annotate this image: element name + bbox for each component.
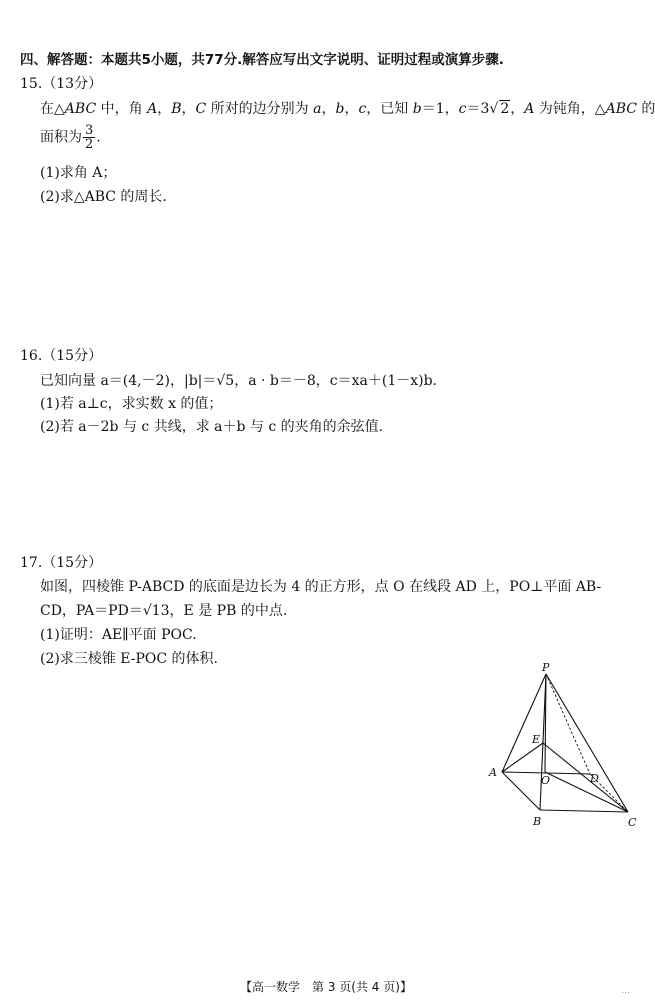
q17-part2: (2)求三棱锥 E-POC 的体积.	[40, 651, 219, 667]
pyramid-figure	[480, 662, 640, 832]
corner-mark: ...	[621, 986, 630, 996]
q15-line1: 在△ABC 中，角 A，B，C 所对的边分别为 a，b，c，已知 b＝1，c＝3√ 2，A 为钝角，△ABC 的	[40, 101, 655, 117]
edge-PD-dashed	[546, 674, 590, 774]
label-D: D	[590, 772, 599, 785]
label-B: B	[533, 815, 542, 828]
label-O: O	[541, 774, 551, 787]
q17-part1: (1)证明：AE∥平面 POC.	[40, 627, 197, 643]
q16-line1: 已知向量 a＝(4,－2)，|b|＝√5，a · b＝－8，c＝xa＋(1－x)b.	[40, 373, 437, 389]
edge-AB	[502, 772, 540, 810]
edge-PC	[546, 674, 628, 812]
q15-header: 15.（13分）	[20, 76, 103, 92]
q17-header: 17.（15分）	[20, 555, 103, 571]
edge-PA	[502, 674, 546, 772]
label-A: A	[489, 766, 497, 779]
q16-header: 16.（15分）	[20, 348, 103, 364]
q16-part1: (1)若 a⊥c，求实数 x 的值；	[40, 396, 223, 412]
edge-BC	[540, 810, 628, 812]
label-P: P	[542, 661, 550, 674]
q15-part2: (2)求△ABC 的周长.	[40, 189, 167, 205]
q17-line1: 如图，四棱锥 P-ABCD 的底面是边长为 4 的正方形，点 O 在线段 AD 上，PO⊥平面 AB-	[40, 579, 602, 595]
q16-part2: (2)若 a－2b 与 c 共线，求 a＋b 与 c 的夹角的余弦值.	[40, 419, 384, 435]
q15-line2: 面积为 $\frac{3}{2}$ .	[40, 123, 101, 152]
q17-line2: CD，PA＝PD＝√13，E 是 PB 的中点.	[40, 603, 288, 619]
label-E: E	[532, 733, 541, 746]
q15-part1: (1)求角 A；	[40, 165, 117, 181]
section-title: 四、解答题：本题共5小题，共77分.解答应写出文字说明、证明过程或演算步骤.	[20, 52, 504, 68]
page-footer: 【高一数学 第 3 页(共 4 页)】	[240, 980, 412, 994]
fraction-three-halves: $\frac{3}{2}$	[85, 123, 94, 152]
label-C: C	[628, 816, 637, 829]
